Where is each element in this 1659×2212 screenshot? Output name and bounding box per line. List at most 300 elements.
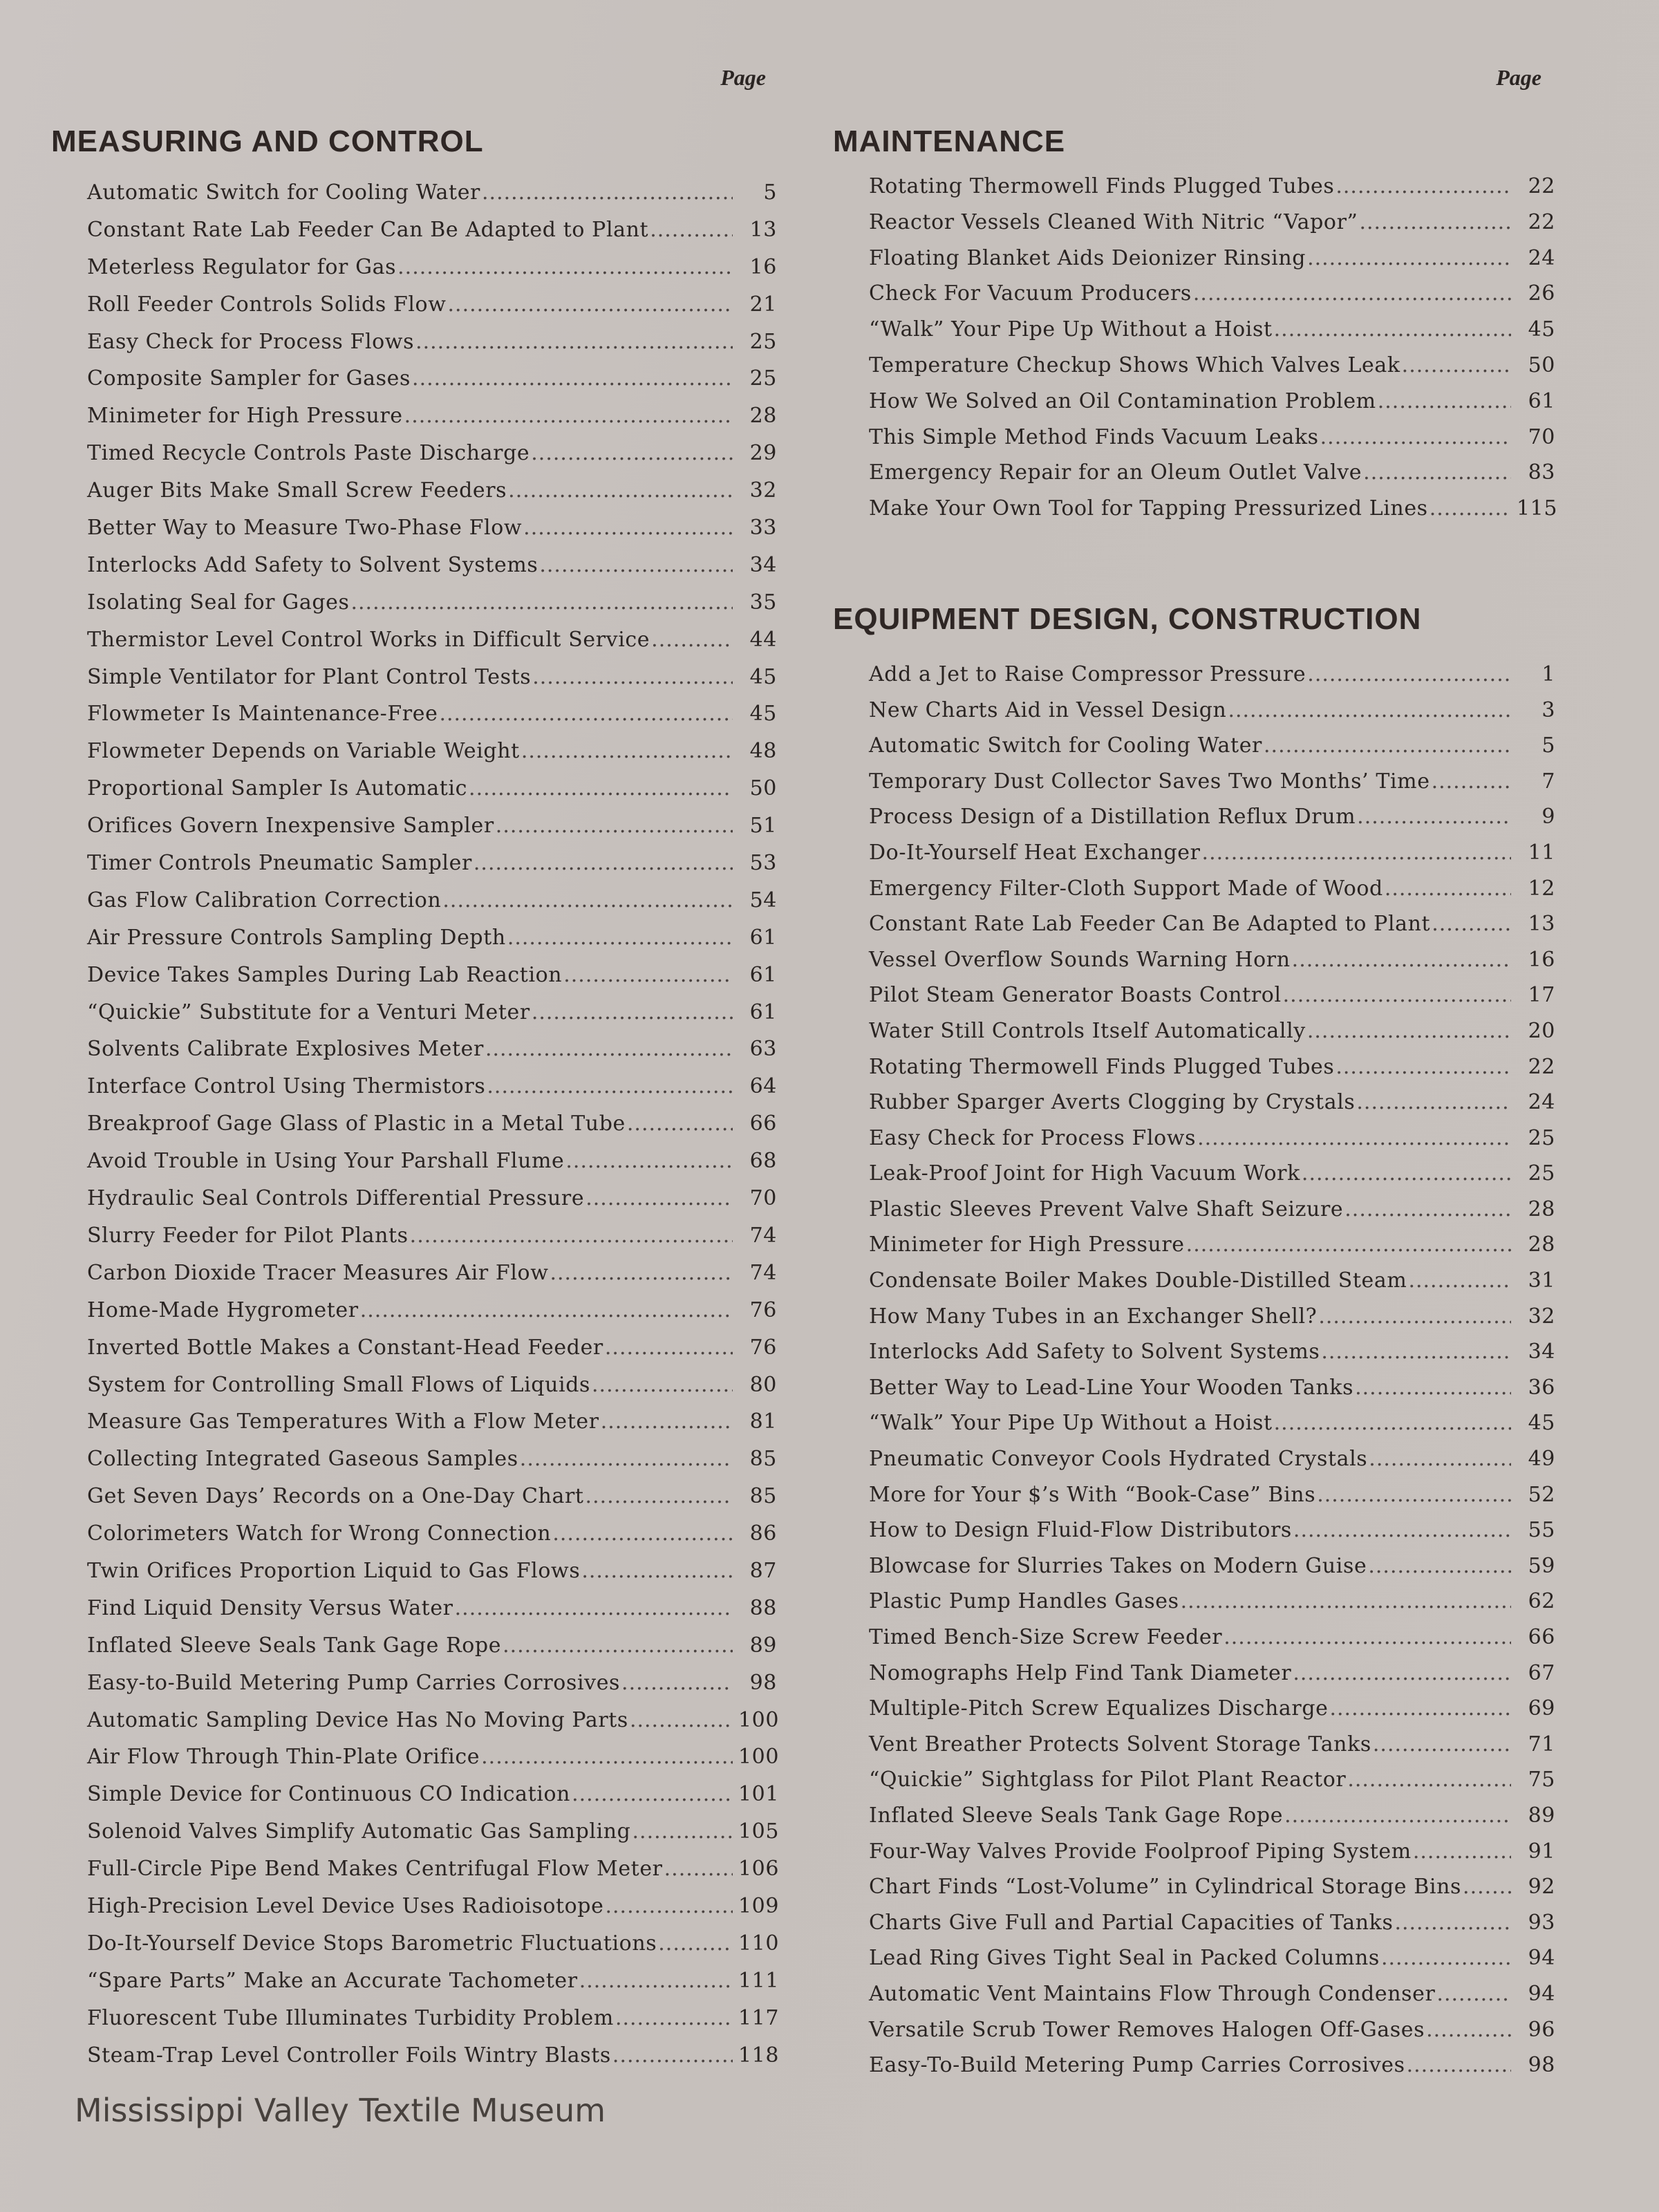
entry-title: Breakproof Gage Glass of Plastic in a Metal Tube [87,1112,626,1136]
dot-leader [1320,420,1511,456]
toc-entry [87,1515,777,1553]
dot-leader [1407,2047,1511,2083]
section-title-equipment-design: EQUIPMENT DESIGN, CONSTRUCTION [833,601,1422,636]
entry-page-number: 71 [1528,1732,1555,1756]
dot-leader [1228,693,1511,729]
dot-leader [532,994,733,1031]
entry-page-number: 93 [1528,1910,1555,1935]
entry-title: Vessel Overflow Sounds Warning Horn [869,947,1291,972]
toc-entry [87,1850,780,1888]
entry-title: Versatile Scrub Tower Removes Halogen Off-Gases [869,2017,1425,2042]
toc-entry [87,1553,777,1590]
entry-title: Lead Ring Gives Tight Seal in Packed Columns [869,1946,1380,1971]
entry-page-number: 110 [738,1931,780,1956]
dot-leader [439,695,733,733]
toc-entry [869,1013,1555,1049]
toc-entry [869,1656,1555,1691]
toc-entry [869,1477,1555,1513]
entry-page-number: 1 [1541,662,1555,686]
dot-leader [1369,1441,1511,1477]
entry-title: Process Design of a Distillation Reflux Drum [869,805,1356,830]
page-column-header: Page [720,65,766,90]
entry-page-number: 80 [749,1372,777,1397]
dot-leader [1317,1477,1511,1513]
toc-entry [87,1925,780,1962]
entry-title: Multiple-Pitch Screw Equalizes Discharge [869,1696,1329,1721]
entry-page-number: 98 [749,1670,777,1695]
entry-title: How We Solved an Oil Contamination Problem [869,388,1376,413]
entry-title: Thermistor Level Control Works in Difficult Service [87,627,650,652]
entry-title: Isolating Seal for Gages [87,590,350,615]
entry-title: Pneumatic Conveyor Cools Hydrated Crystals [869,1447,1368,1472]
dot-leader [360,1292,733,1329]
section-title-measuring-and-control: MEASURING AND CONTROL [51,124,484,158]
dot-leader [552,1515,733,1553]
toc-entry [87,1367,777,1404]
toc-entry [87,1143,777,1180]
toc-entry [87,584,777,621]
entry-title: Easy-to-Build Metering Pump Carries Corrosives [87,1670,621,1695]
entry-title: How Many Tubes in an Exchanger Shell? [869,1304,1318,1329]
dot-leader [487,1068,733,1105]
entry-title: More for Your $’s With “Book-Case” Bins [869,1482,1316,1507]
toc-entry [869,1121,1555,1156]
toc-entry [869,1085,1555,1121]
dot-leader [632,1813,733,1850]
toc-entry [869,169,1555,205]
entry-page-number: 61 [749,925,777,950]
toc-entry [87,1441,777,1478]
toc-entry [87,472,777,509]
entry-page-number: 75 [1528,1768,1555,1792]
dot-leader [1381,1940,1511,1976]
entry-page-number: 117 [738,2005,780,2030]
toc-entry [87,621,777,659]
dot-leader [1436,1976,1511,2012]
entry-page-number: 105 [738,1819,780,1844]
toc-entry [869,312,1555,348]
entry-title: Constant Rate Lab Feeder Can Be Adapted to Plant [869,912,1431,937]
toc-entry [869,1227,1555,1263]
entry-page-number: 85 [749,1484,777,1509]
entry-page-number: 64 [749,1074,777,1099]
dot-leader [1432,764,1511,800]
entry-page-number: 3 [1541,697,1555,722]
toc-entry [869,2012,1555,2048]
dot-leader [1373,1727,1511,1763]
dot-leader [605,1329,733,1367]
entry-page-number: 5 [763,180,777,205]
entry-title: Air Flow Through Thin-Plate Orifice [87,1745,480,1770]
entry-title: Do-It-Yourself Device Stops Barometric Fluctuations [87,1931,657,1956]
entry-page-number: 25 [1528,1125,1555,1150]
entry-title: Better Way to Lead-Line Your Wooden Tanks [869,1375,1354,1400]
toc-entry [87,1776,780,1813]
dot-leader [1426,2012,1511,2048]
entry-page-number: 85 [749,1447,777,1472]
entry-title: Roll Feeder Controls Solids Flow [87,292,447,317]
toc-entry [869,1263,1555,1299]
entry-page-number: 13 [749,217,777,242]
toc-entry [87,770,777,807]
dot-leader [565,1143,733,1180]
dot-leader [415,324,733,361]
entry-title: Simple Device for Continuous CO Indication [87,1782,571,1807]
entry-title: Orifices Govern Inexpensive Sampler [87,814,494,838]
entry-title: Inflated Sleeve Seals Tank Gage Rope [869,1803,1284,1828]
dot-leader [1368,1548,1511,1584]
toc-entry [869,1940,1555,1976]
dot-leader [585,1180,733,1217]
toc-entry [87,1962,780,2000]
toc-entry [869,1299,1555,1335]
dot-leader [563,957,733,994]
entry-title: Simple Ventilator for Plant Control Tests [87,664,532,689]
dot-leader [550,1255,733,1292]
entry-title: Device Takes Samples During Lab Reaction [87,962,563,987]
toc-entry [869,2047,1555,2083]
entry-page-number: 74 [749,1223,777,1248]
entry-title: Leak-Proof Joint for High Vacuum Work [869,1161,1300,1186]
entry-page-number: 86 [749,1521,777,1546]
toc-entry [869,1727,1555,1763]
entry-page-number: 111 [738,1968,780,1993]
toc-entry [87,360,777,397]
entry-page-number: 12 [1528,876,1555,901]
toc-entry [869,942,1555,978]
right-column [833,62,1558,2083]
entry-page-number: 28 [1528,1232,1555,1257]
entry-title: Hydraulic Seal Controls Differential Pressure [87,1186,585,1211]
entry-title: Check For Vacuum Producers [869,281,1192,306]
entry-page-number: 87 [749,1558,777,1583]
entry-page-number: 36 [1528,1375,1555,1400]
toc-entry [869,1049,1555,1085]
toc-entry [869,1905,1555,1941]
entry-title: Pilot Steam Generator Boasts Control [869,983,1282,1008]
entry-page-number: 70 [1528,424,1555,449]
toc-entry [869,1976,1555,2012]
entry-title: Nomographs Help Find Tank Diameter [869,1660,1292,1685]
toc-entry [87,212,777,249]
entry-page-number: 34 [1528,1340,1555,1365]
dot-leader [481,1738,733,1776]
toc-entry [869,1620,1555,1656]
dot-leader [650,212,733,249]
entry-page-number: 76 [749,1297,777,1322]
dot-leader [601,1403,733,1441]
dot-leader [1292,942,1511,978]
entry-page-number: 92 [1528,1875,1555,1900]
entry-page-number: 74 [749,1260,777,1285]
toc-entry [869,906,1555,942]
entry-title: Solvents Calibrate Explosives Meter [87,1037,484,1062]
entry-title: Interlocks Add Safety to Solvent Systems [87,552,538,577]
dot-leader [1463,1869,1511,1905]
dot-leader [572,1776,733,1813]
entry-title: Emergency Filter-Cloth Support Made of Wood [869,876,1383,901]
entry-title: Temperature Checkup Shows Which Valves Leak [869,353,1400,377]
dot-leader [1344,1192,1511,1228]
dot-leader [521,733,733,770]
dot-leader [1432,906,1511,942]
dot-leader [503,1627,733,1665]
toc-entry [87,286,777,324]
entry-title: Inverted Bottle Makes a Constant-Head Feeder [87,1335,603,1360]
entry-page-number: 7 [1541,769,1555,794]
entry-page-number: 76 [749,1335,777,1360]
dot-leader [1224,1620,1511,1656]
entry-page-number: 118 [738,2043,780,2068]
entry-title: Condensate Boiler Makes Double-Distilled Steam [869,1268,1407,1293]
entry-title: Gas Flow Calibration Correction [87,888,442,912]
toc-entry [87,1403,777,1441]
entry-title: Meterless Regulator for Gas [87,254,397,279]
entry-page-number: 21 [749,292,777,317]
entry-title: Easy-To-Build Metering Pump Carries Corrosives [869,2053,1405,2078]
dot-leader [404,397,733,435]
entry-title: Better Way to Measure Two-Phase Flow [87,516,523,541]
entry-title: Twin Orifices Proportion Liquid to Gas Flows [87,1558,581,1583]
dot-leader [1356,1085,1511,1121]
toc-entry [869,1798,1555,1834]
dot-leader [605,1888,733,1925]
entry-title: Get Seven Days’ Records on a One-Day Chart [87,1484,584,1509]
entry-title: Four-Way Valves Provide Foolproof Piping System [869,1839,1412,1864]
entry-page-number: 25 [1528,1161,1555,1186]
dot-leader [1359,205,1511,241]
entry-title: Rotating Thermowell Finds Plugged Tubes [869,1054,1335,1079]
entry-title: Find Liquid Density Versus Water [87,1595,453,1620]
entry-page-number: 25 [749,329,777,354]
entry-page-number: 45 [749,702,777,727]
entry-page-number: 53 [749,851,777,876]
toc-entry [87,1255,777,1292]
entry-page-number: 52 [1528,1482,1555,1507]
entry-page-number: 45 [749,664,777,689]
toc-entry [87,2000,780,2037]
dot-leader [1283,977,1511,1013]
toc-entry [87,174,777,212]
entry-title: Floating Blanket Aids Deionizer Rinsing [869,245,1306,270]
entry-title: Steam-Trap Level Controller Foils Wintry Blasts [87,2043,611,2068]
dot-leader [579,1962,733,2000]
entry-page-number: 34 [749,552,777,577]
dot-leader [507,919,733,957]
toc-entry [869,871,1555,907]
entry-page-number: 68 [749,1149,777,1174]
dot-leader [627,1105,733,1143]
entry-page-number: 61 [749,962,777,987]
entry-page-number: 31 [1528,1268,1555,1293]
entry-page-number: 11 [1528,840,1555,865]
dot-leader [621,1665,733,1702]
entry-title: Interface Control Using Thermistors [87,1074,486,1099]
toc-entry [87,1292,777,1329]
entry-page-number: 24 [1528,245,1555,270]
entry-page-number: 69 [1528,1696,1555,1721]
entry-title: Temporary Dust Collector Saves Two Months’ Time [869,769,1430,794]
entry-title: Proportional Sampler Is Automatic [87,776,468,801]
entry-page-number: 26 [1528,281,1555,306]
entry-page-number: 55 [1528,1518,1555,1543]
dot-leader [1307,1013,1511,1049]
page-column-header: Page [1496,65,1541,90]
entry-page-number: 50 [749,776,777,801]
entry-title: Timed Recycle Controls Paste Discharge [87,441,530,466]
toc-entry [87,1813,780,1850]
entry-title: Rubber Sparger Averts Clogging by Crystals [869,1090,1356,1115]
dot-leader [1302,1156,1511,1192]
entry-page-number: 44 [749,627,777,652]
toc-entry [869,491,1558,527]
toc-entry [869,977,1555,1013]
entry-title: “Walk” Your Pipe Up Without a Hoist [869,1411,1273,1436]
entry-title: Auger Bits Make Small Screw Feeders [87,478,507,503]
toc-entry [869,835,1555,871]
toc-entry [869,455,1555,491]
entry-title: Plastic Pump Handles Gases [869,1589,1179,1614]
entry-title: Full-Circle Pipe Bend Makes Centrifugal Flow Meter [87,1857,663,1882]
entry-page-number: 28 [1528,1197,1555,1221]
dot-leader [664,1850,733,1888]
entry-page-number: 22 [1528,174,1555,198]
toc-entry [87,919,777,957]
dot-leader [581,1553,733,1590]
entry-title: How to Design Fluid-Flow Distributors [869,1518,1292,1543]
toc-entry [869,657,1555,693]
entry-page-number: 62 [1528,1589,1555,1614]
entry-title: “Walk” Your Pipe Up Without a Hoist [869,317,1273,342]
entry-page-number: 48 [749,739,777,764]
toc-entry [87,1478,777,1515]
entry-title: Minimeter for High Pressure [87,404,403,429]
entry-page-number: 89 [1528,1803,1555,1828]
dot-leader [496,807,733,845]
dot-leader [448,286,733,324]
entry-title: Rotating Thermowell Finds Plugged Tubes [869,174,1335,198]
entry-page-number: 45 [1528,1411,1555,1436]
toc-entry [869,1762,1555,1798]
toc-entry [869,1691,1555,1727]
toc-entry [869,348,1555,384]
entry-title: Easy Check for Process Flows [87,329,415,354]
toc-entry [869,1869,1555,1905]
dot-leader [615,2000,733,2037]
entry-title: New Charts Aid in Vessel Design [869,697,1227,722]
toc-entry [87,733,777,770]
equipment-design-list [833,657,1555,2083]
dot-leader [1186,1227,1511,1263]
entry-page-number: 66 [1528,1625,1555,1649]
entry-title: Avoid Trouble in Using Your Parshall Flume [87,1149,565,1174]
entry-page-number: 22 [1528,209,1555,234]
dot-leader [532,659,733,696]
entry-page-number: 17 [1528,983,1555,1008]
entry-page-number: 25 [749,366,777,391]
dot-leader [1284,1798,1511,1834]
dot-leader [1274,312,1511,348]
entry-title: Slurry Feeder for Pilot Plants [87,1223,409,1248]
dot-leader [523,509,733,547]
dot-leader [520,1441,733,1478]
dot-leader [1329,1691,1511,1727]
section-title-maintenance: MAINTENANCE [833,124,1066,158]
entry-title: This Simple Method Finds Vacuum Leaks [869,424,1319,449]
entry-title: Constant Rate Lab Feeder Can Be Adapted to Plant [87,217,649,242]
toc-entry [87,547,777,584]
entry-page-number: 67 [1528,1660,1555,1685]
entry-page-number: 88 [749,1595,777,1620]
toc-entry [869,420,1555,456]
dot-leader [1357,799,1511,835]
toc-entry [869,1370,1555,1406]
toc-entry [869,1584,1555,1620]
dot-leader [1181,1584,1511,1620]
entry-page-number: 51 [749,814,777,838]
dot-leader [651,621,733,659]
dot-leader [1197,1121,1511,1156]
toc-entry [87,1105,777,1143]
entry-title: Emergency Repair for an Oleum Outlet Valve [869,460,1362,485]
entry-page-number: 81 [749,1409,777,1434]
toc-entry [869,276,1555,312]
entry-page-number: 94 [1528,1946,1555,1971]
entry-page-number: 32 [749,478,777,503]
entry-title: Automatic Switch for Cooling Water [869,733,1262,758]
entry-page-number: 100 [738,1707,780,1732]
entry-page-number: 54 [749,888,777,912]
dot-leader [592,1367,733,1404]
entry-title: Automatic Switch for Cooling Water [87,180,480,205]
dot-leader [1408,1263,1511,1299]
entry-page-number: 61 [1528,388,1555,413]
entry-title: Automatic Vent Maintains Flow Through Condenser [869,1981,1436,2006]
dot-leader [1307,657,1511,693]
dot-leader [1264,728,1511,764]
entry-title: Make Your Own Tool for Tapping Pressurized Lines [869,496,1428,521]
entry-page-number: 59 [1528,1553,1555,1578]
entry-title: Flowmeter Is Maintenance-Free [87,702,438,727]
entry-title: Flowmeter Depends on Variable Weight [87,739,520,764]
toc-entry [87,1627,777,1665]
toc-entry [87,397,777,435]
entry-page-number: 22 [1528,1054,1555,1079]
entry-title: Minimeter for High Pressure [869,1232,1185,1257]
entry-title: Timed Bench-Size Screw Feeder [869,1625,1223,1649]
toc-entry [87,1031,777,1068]
entry-page-number: 28 [749,404,777,429]
toc-entry [87,957,777,994]
dot-leader [1335,169,1511,205]
entry-title: Chart Finds “Lost-Volume” in Cylindrical Storage Bins [869,1875,1462,1900]
entry-page-number: 33 [749,516,777,541]
left-column [51,62,780,2074]
toc-entry [87,994,777,1031]
entry-title: Blowcase for Slurries Takes on Modern Guise [869,1553,1367,1578]
entry-title: Composite Sampler for Gases [87,366,411,391]
entry-title: Air Pressure Controls Sampling Depth [87,925,506,950]
dot-leader [1347,1762,1511,1798]
entry-page-number: 50 [1528,353,1555,377]
toc-entry [869,1405,1555,1441]
dot-leader [1274,1405,1511,1441]
dot-leader [531,435,733,472]
dot-leader [1335,1049,1511,1085]
dot-leader [442,882,733,919]
toc-entry [87,659,777,696]
dot-leader [1385,871,1511,907]
